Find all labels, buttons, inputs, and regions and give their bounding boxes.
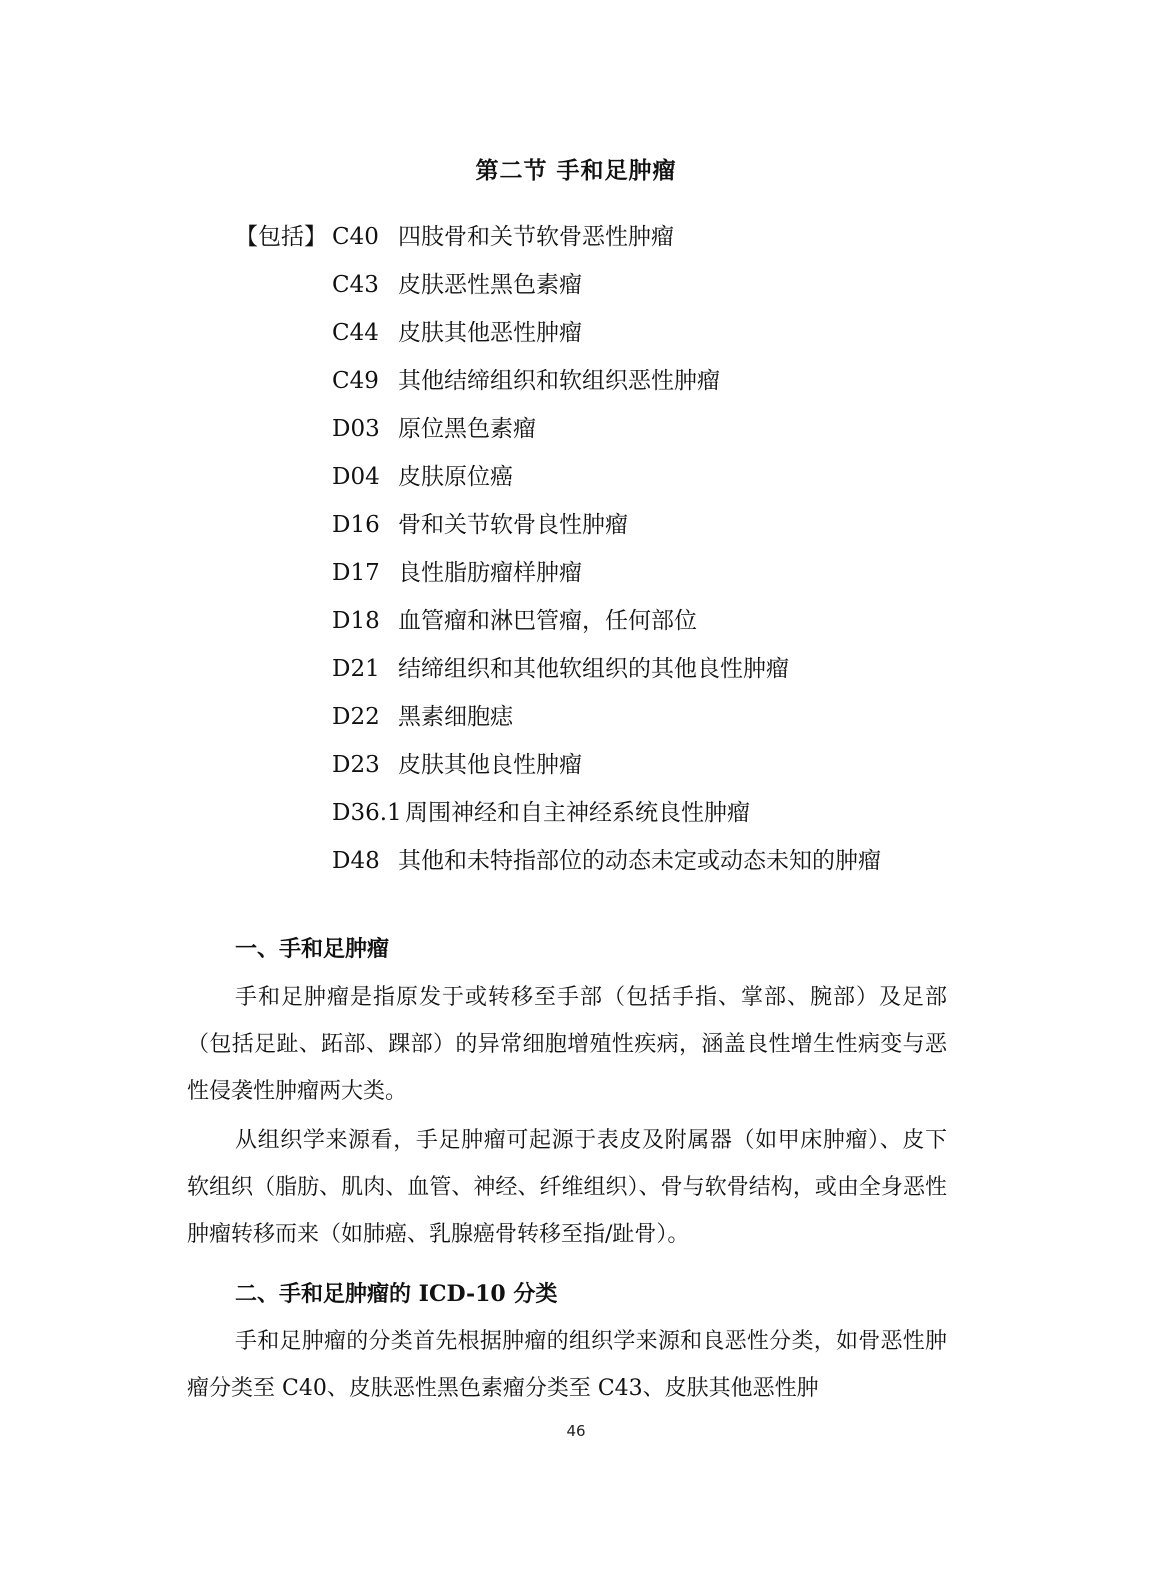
include-row [235,697,995,745]
section-title: 第二节 手和足肿瘤 [475,157,677,184]
icd-code: C49 [332,368,379,394]
part2-paragraph-1: 手和足肿瘤的分类首先根据肿瘤的组织学来源和良恶性分类，如骨恶性肿瘤分类至 C40、皮肤恶性黑色素瘤分类至 C43、皮肤其他恶性肿 [187,1329,947,1401]
icd-description: 皮肤其他良性肿瘤 [398,752,582,778]
part1-paragraph-2: 从组织学来源看，手足肿瘤可起源于表皮及附属器（如甲床肿瘤）、皮下软组织（脂肪、肌肉、血管、神经、纤维组织）、骨与软骨结构，或由全身恶性肿瘤转移而来（如肺癌、乳腺癌骨转移至指/趾骨）。 [187,1128,947,1247]
include-list [235,217,995,889]
icd-description: 皮肤原位癌 [398,464,513,490]
icd-description: 骨和关节软骨良性肿瘤 [398,512,628,538]
icd-description: 黑素细胞痣 [398,704,513,730]
page-number: 46 [566,1422,586,1440]
include-row [235,505,995,553]
include-row [235,217,995,265]
include-row [235,457,995,505]
icd-code: C43 [332,272,379,298]
icd-code: D17 [332,560,380,586]
part1-paragraph-1: 手和足肿瘤是指原发于或转移至手部（包括手指、掌部、腕部）及足部（包括足趾、跖部、踝部）的异常细胞增殖性疾病，涵盖良性增生性病变与恶性侵袭性肿瘤两大类。 [187,985,947,1104]
icd-description: 皮肤其他恶性肿瘤 [398,320,582,346]
icd-description: 其他结缔组织和软组织恶性肿瘤 [398,368,720,394]
part2-heading: 二、手和足肿瘤的 ICD-10 分类 [235,1281,558,1307]
icd-code: C40 [332,224,379,250]
include-row [235,601,995,649]
icd-description: 结缔组织和其他软组织的其他良性肿瘤 [398,656,789,682]
part1-heading: 一、手和足肿瘤 [235,936,390,962]
icd-description: 周围神经和自主神经系统良性肿瘤 [405,800,750,826]
icd-code: D16 [332,512,380,538]
include-row [235,745,995,793]
include-row [235,841,995,889]
icd-description: 血管瘤和淋巴管瘤，任何部位 [398,608,697,634]
icd-code: D22 [332,704,380,730]
icd-code: D48 [332,848,380,874]
icd-code: D18 [332,608,380,634]
icd-description: 原位黑色素瘤 [398,416,536,442]
icd-code: D03 [332,416,380,442]
icd-description: 皮肤恶性黑色素瘤 [398,272,582,298]
icd-description: 四肢骨和关节软骨恶性肿瘤 [398,224,674,250]
include-row [235,649,995,697]
include-row [235,313,995,361]
include-row [235,793,995,841]
icd-code: D04 [332,464,380,490]
icd-code: D36.1 [332,800,402,826]
icd-code: D21 [332,656,380,682]
include-row [235,361,995,409]
icd-description: 其他和未特指部位的动态未定或动态未知的肿瘤 [398,848,881,874]
icd-description: 良性脂肪瘤样肿瘤 [398,560,582,586]
include-row [235,553,995,601]
include-label: 【包括】 [235,224,327,250]
include-row [235,409,995,457]
include-row [235,265,995,313]
icd-code: D23 [332,752,380,778]
icd-code: C44 [332,320,379,346]
